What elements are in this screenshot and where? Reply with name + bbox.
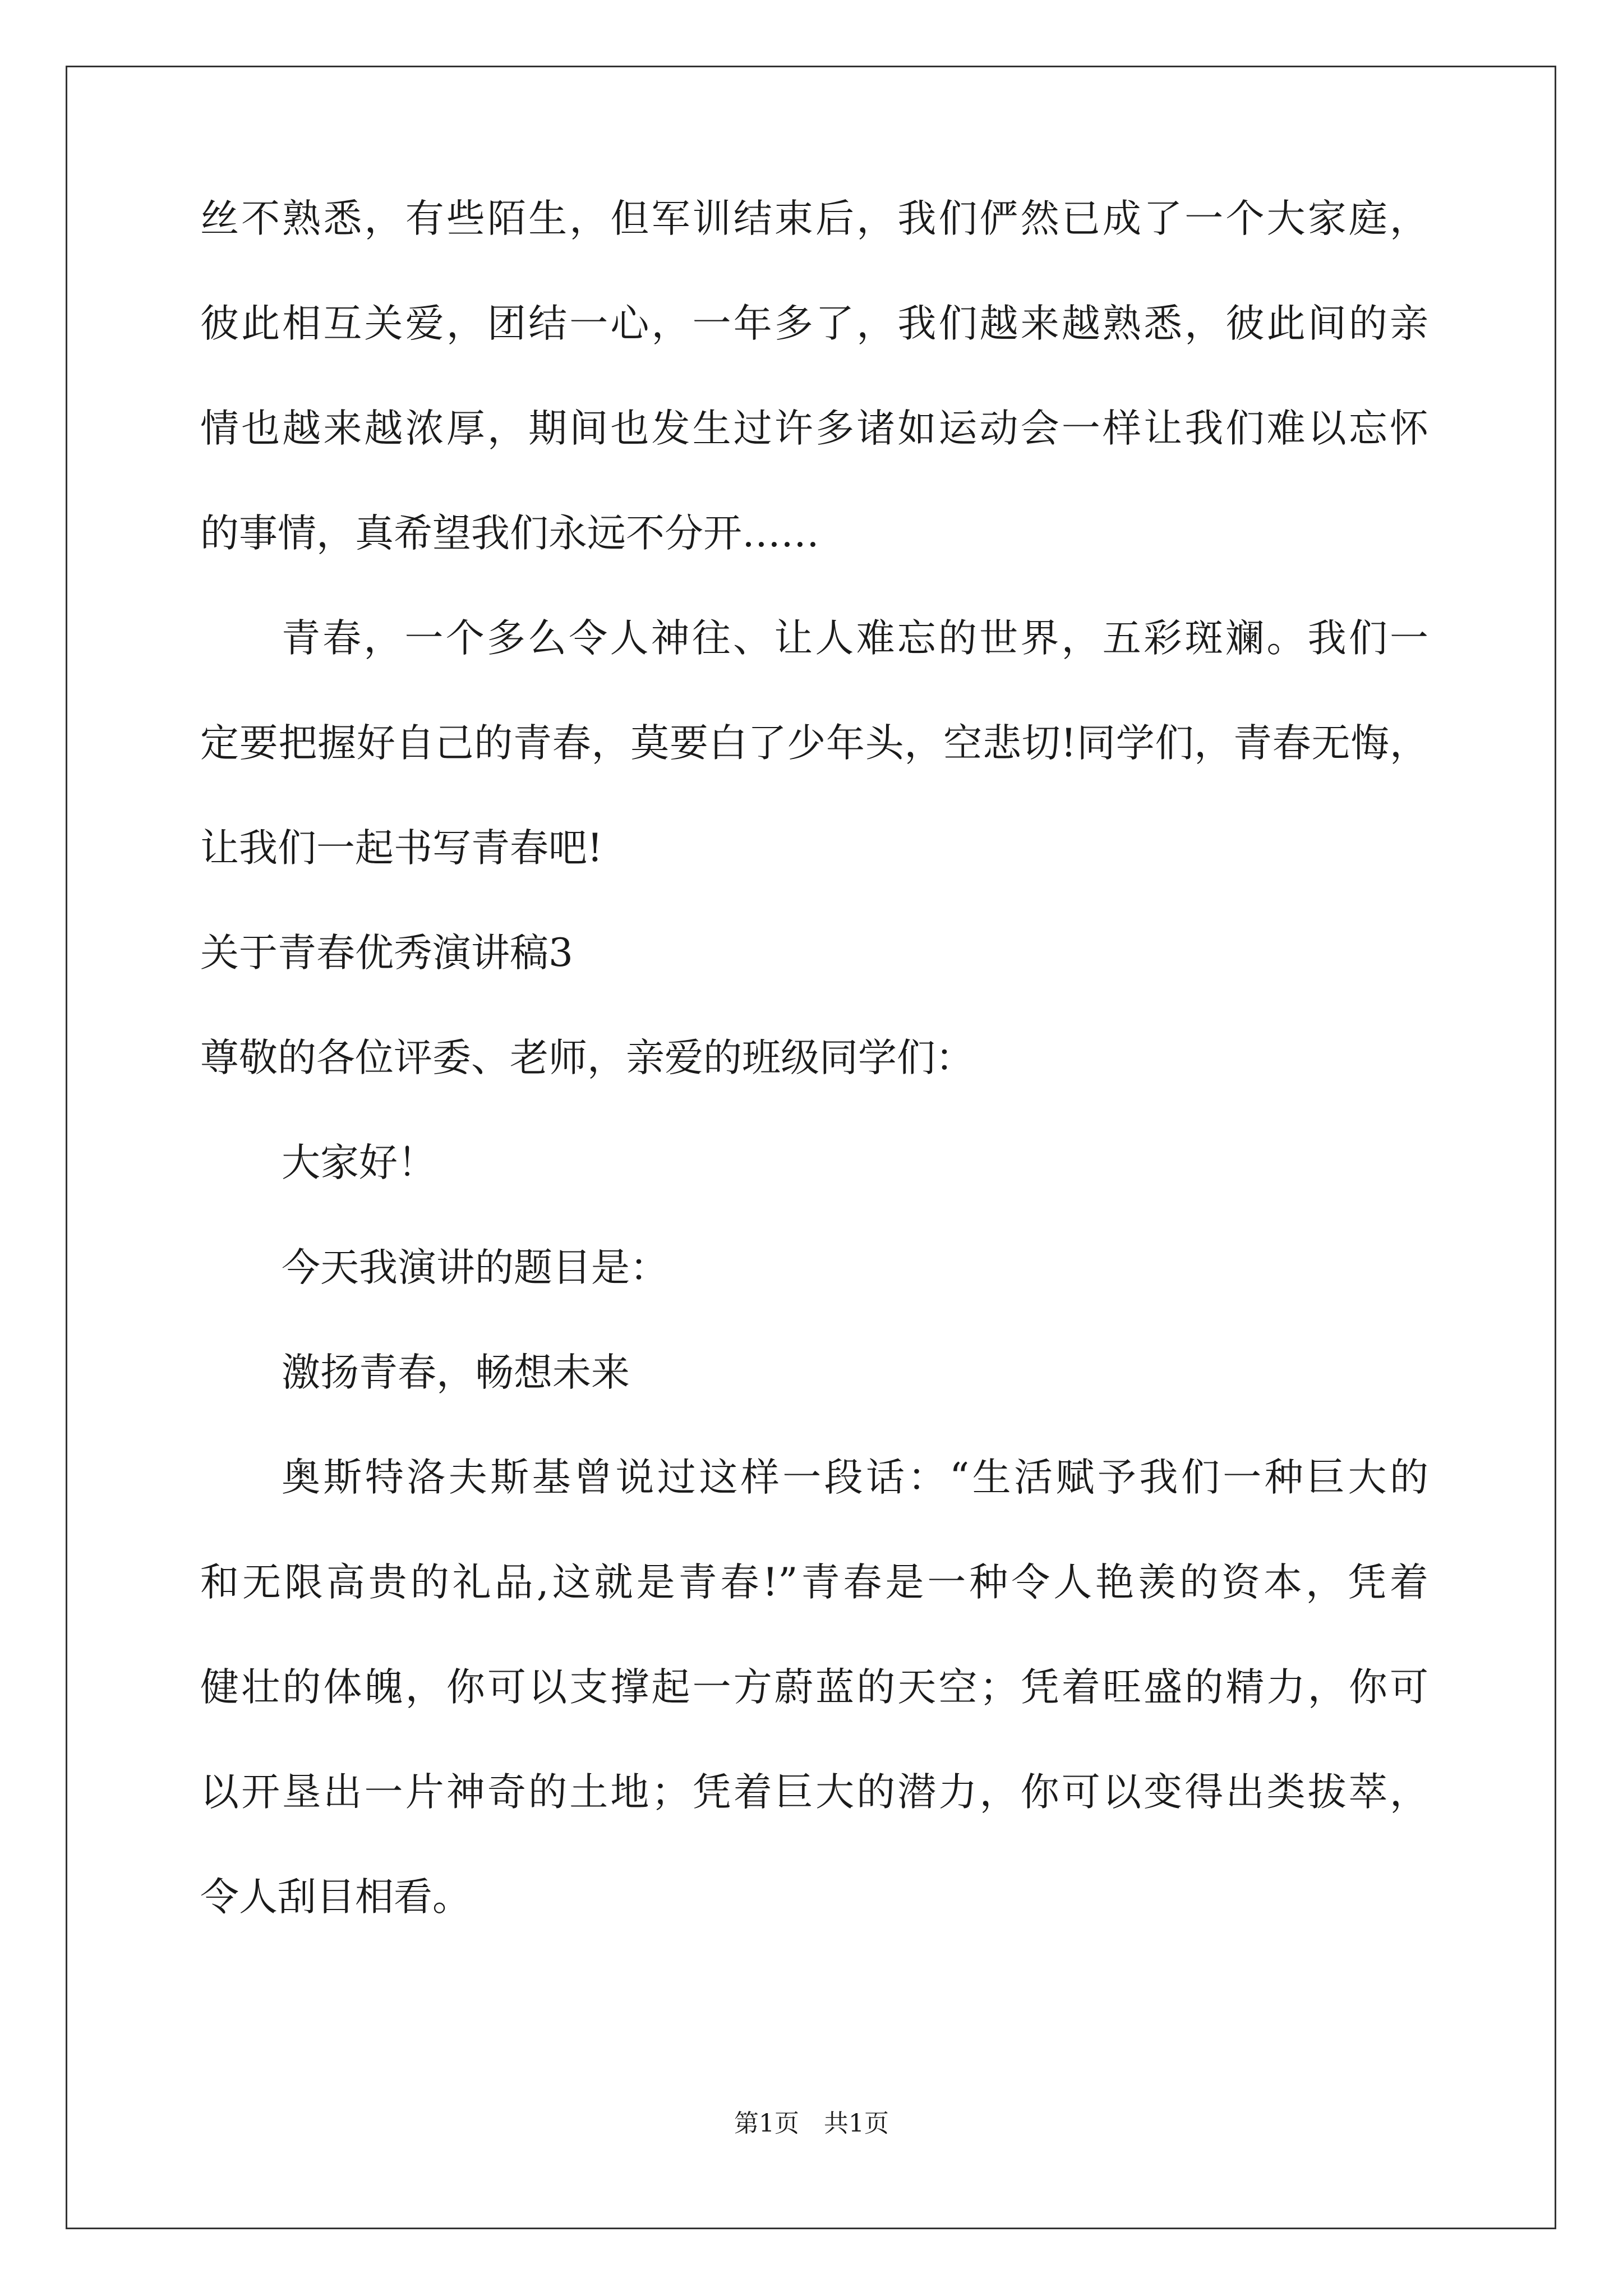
- text-line: 健壮的体魄，你可以支撑起一方蔚蓝的天空；凭着旺盛的精力，你可: [200, 1665, 1428, 1710]
- speech-title: 激扬青春，畅想未来: [282, 1350, 630, 1395]
- text-line: 彼此相互关爱，团结一心，一年多了，我们越来越熟悉，彼此间的亲: [200, 301, 1428, 346]
- page-number: 第1页 共1页: [734, 2109, 889, 2138]
- greeting: 大家好！: [282, 1140, 436, 1185]
- text-line: 和无限高贵的礼品,这就是青春!”青春是一种令人艳羡的资本，凭着: [200, 1560, 1428, 1605]
- salutation: 尊敬的各位评委、老师，亲爱的班级同学们：: [200, 1036, 974, 1080]
- text-line: 的事情，真希望我们永远不分开……: [200, 511, 819, 556]
- topic-intro: 今天我演讲的题目是：: [282, 1245, 668, 1290]
- text-line: 丝不熟悉，有些陌生，但军训结束后，我们俨然已成了一个大家庭，: [200, 196, 1428, 241]
- section-heading: 关于青春优秀演讲稿3: [200, 931, 573, 976]
- text-line: 以开垦出一片神奇的土地；凭着巨大的潜力，你可以变得出类拔萃，: [200, 1770, 1428, 1815]
- paragraph-start: 青春，一个多么令人神往、让人难忘的世界，五彩斑斓。我们一: [282, 616, 1428, 661]
- text-line: 令人刮目相看。: [200, 1875, 471, 1920]
- text-line: 定要把握好自己的青春，莫要白了少年头，空悲切!同学们，青春无悔，: [200, 721, 1428, 766]
- paragraph-start: 奥斯特洛夫斯基曾说过这样一段话：“生活赋予我们一种巨大的: [282, 1455, 1428, 1500]
- text-line: 让我们一起书写青春吧!: [200, 826, 603, 871]
- text-line: 情也越来越浓厚，期间也发生过许多诸如运动会一样让我们难以忘怀: [200, 406, 1428, 451]
